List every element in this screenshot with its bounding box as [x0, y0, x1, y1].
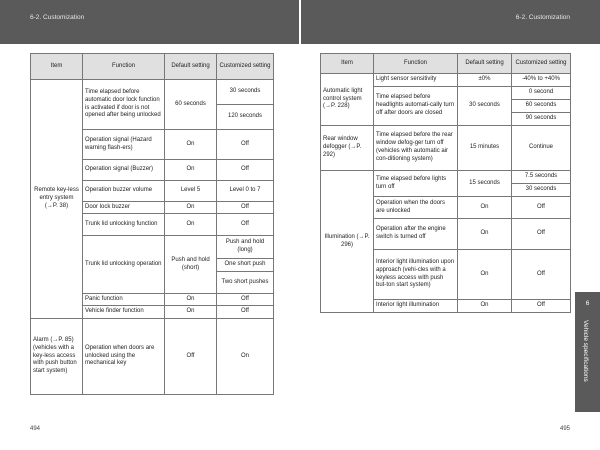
default-alarm: Off — [165, 319, 217, 395]
col-header-item: Item — [321, 54, 374, 74]
fn-panic: Panic function — [83, 294, 165, 306]
fn-defogger-off: Time elapsed before the rear window defog-ger turn off (vehicles with automatic air con-ditioning system) — [374, 126, 458, 171]
fn-trunk-operation: Trunk lid unlocking operation — [83, 236, 165, 294]
fn-light-sensor: Light sensor sensitivity — [374, 74, 458, 87]
fn-alarm-mechanical-key: Operation when doors are unlocked using the mechanical key — [83, 319, 165, 395]
fn-op-signal-hazard: Operation signal (Hazard warning flash-ers) — [83, 130, 165, 160]
fn-op-signal-buzzer: Operation signal (Buzzer) — [83, 160, 165, 181]
customization-table-right — [320, 53, 571, 313]
custom-light-sensor: -40% to +40% — [512, 74, 571, 87]
custom-vehicle-finder: Off — [217, 306, 274, 319]
custom-trunk-operation-3: Two short pushes — [217, 272, 274, 294]
default-op-signal-hazard: On — [165, 130, 217, 160]
item-alarm: Alarm (→P. 85) (vehicles with a key-less access with push button start system) — [31, 319, 83, 395]
custom-auto-lock-2: 120 seconds — [217, 105, 274, 130]
custom-headlights-off-3: 90 seconds — [512, 113, 571, 126]
default-defogger-off: 15 minutes — [458, 126, 512, 171]
custom-buzzer-volume: Level 0 to 7 — [217, 181, 274, 202]
fn-doors-unlocked: Operation when the doors are unlocked — [374, 197, 458, 219]
item-automatic-light-control: Automatic light control system (→P. 228) — [321, 74, 374, 126]
chapter-label: Vehicle specifications — [582, 320, 589, 382]
col-header-default: Default setting — [165, 54, 217, 80]
default-buzzer-volume: Level 5 — [165, 181, 217, 202]
default-light-sensor: ±0% — [458, 74, 512, 87]
col-header-default: Default setting — [458, 54, 512, 74]
custom-op-signal-buzzer: Off — [217, 160, 274, 181]
custom-lights-off-1: 7.5 seconds — [512, 171, 571, 184]
fn-door-lock-buzzer: Door lock buzzer — [83, 202, 165, 214]
fn-illumination-approach: Interior light illumination upon approach (vehi-cles with a keyless access with push but-ton start system) — [374, 250, 458, 300]
chapter-side-tab — [575, 292, 600, 412]
custom-interior-light: Off — [512, 300, 571, 313]
section-title-right: 6-2. Customization — [515, 14, 570, 21]
page-number-left: 494 — [30, 426, 41, 432]
fn-buzzer-volume: Operation buzzer volume — [83, 181, 165, 202]
fn-headlights-off: Time elapsed before headlights automati-cally turn off after doors are closed — [374, 87, 458, 126]
default-lights-off: 15 seconds — [458, 171, 512, 197]
custom-headlights-off-2: 60 seconds — [512, 100, 571, 113]
fn-vehicle-finder: Vehicle finder function — [83, 306, 165, 319]
item-illumination: Illumination (→P. 296) — [321, 171, 374, 313]
custom-trunk-operation-2: One short push — [217, 259, 274, 272]
fn-interior-light: Interior light illumination — [374, 300, 458, 313]
custom-op-signal-hazard: Off — [217, 130, 274, 160]
custom-doors-unlocked: Off — [512, 197, 571, 219]
default-headlights-off: 30 seconds — [458, 87, 512, 126]
fn-engine-switch-off: Operation after the engine switch is turned off — [374, 219, 458, 250]
default-op-signal-buzzer: On — [165, 160, 217, 181]
default-trunk-operation: Push and hold (short) — [165, 236, 217, 294]
custom-trunk-unlocking: Off — [217, 214, 274, 236]
item-rear-window-defogger: Rear window defogger (→P. 292) — [321, 126, 374, 171]
default-auto-lock: 60 seconds — [165, 80, 217, 130]
default-illumination-approach: On — [458, 250, 512, 300]
default-doors-unlocked: On — [458, 197, 512, 219]
page-gutter — [299, 0, 301, 450]
col-header-custom: Customized setting — [217, 54, 274, 80]
default-trunk-unlocking: On — [165, 214, 217, 236]
customization-table-left — [30, 53, 274, 395]
custom-headlights-off-1: 0 second — [512, 87, 571, 100]
custom-defogger-off: Continue — [512, 126, 571, 171]
custom-alarm: On — [217, 319, 274, 395]
custom-auto-lock-1: 30 seconds — [217, 80, 274, 105]
default-vehicle-finder: On — [165, 306, 217, 319]
default-engine-switch-off: On — [458, 219, 512, 250]
item-remote-keyless-entry: Remote key-less entry system (→P. 38) — [31, 80, 83, 319]
custom-trunk-operation-1: Push and hold (long) — [217, 236, 274, 259]
custom-illumination-approach: Off — [512, 250, 571, 300]
section-title-left: 6-2. Customization — [30, 14, 85, 21]
fn-lights-off: Time elapsed before lights turn off — [374, 171, 458, 197]
default-interior-light: On — [458, 300, 512, 313]
default-panic: On — [165, 294, 217, 306]
col-header-custom: Customized setting — [512, 54, 571, 74]
page-number-right: 495 — [559, 426, 570, 432]
col-header-function: Function — [83, 54, 165, 80]
custom-panic: Off — [217, 294, 274, 306]
col-header-function: Function — [374, 54, 458, 74]
custom-door-lock-buzzer: Off — [217, 202, 274, 214]
default-door-lock-buzzer: On — [165, 202, 217, 214]
fn-auto-lock: Time elapsed before automatic door lock function is activated if door is not opened after being unlocked — [83, 80, 165, 130]
custom-engine-switch-off: Off — [512, 219, 571, 250]
chapter-number: 6 — [585, 300, 590, 307]
col-header-item: Item — [31, 54, 83, 80]
custom-lights-off-2: 30 seconds — [512, 184, 571, 197]
fn-trunk-unlocking: Trunk lid unlocking function — [83, 214, 165, 236]
